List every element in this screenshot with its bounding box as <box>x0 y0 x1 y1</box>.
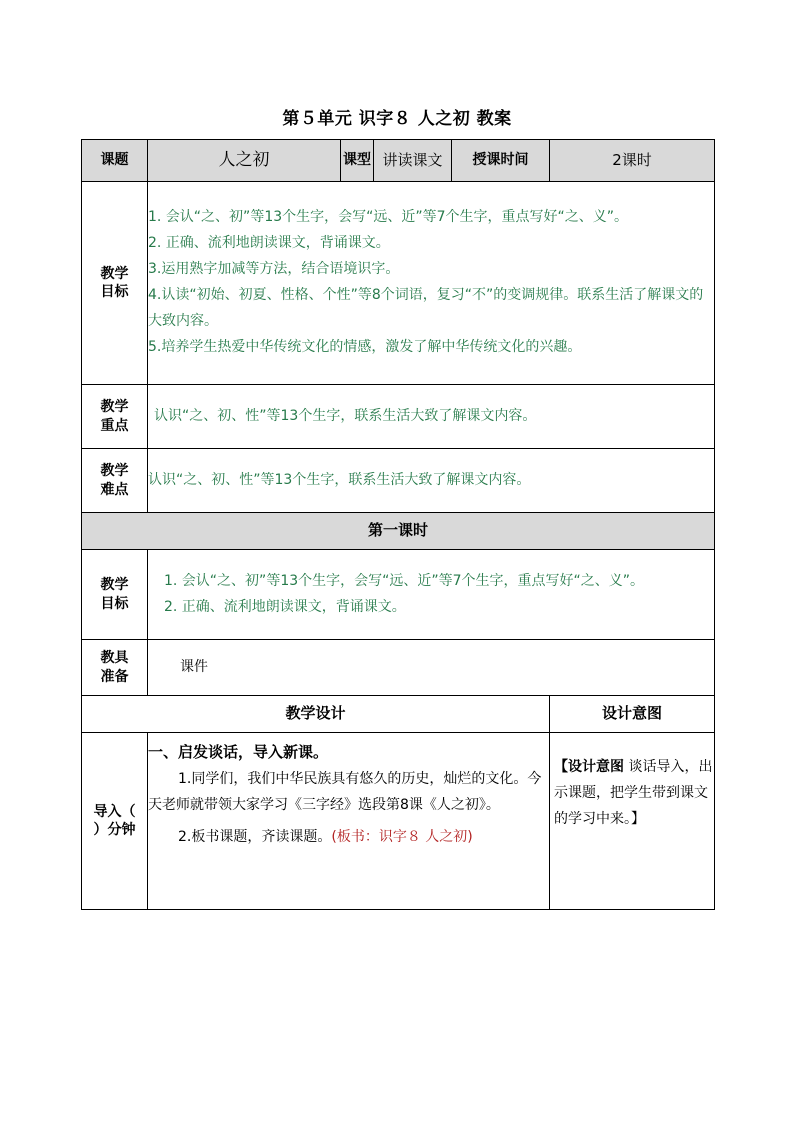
intent-content <box>550 733 715 910</box>
page-title: 第５单元 识字８ 人之初 教案 <box>282 109 512 129</box>
prep-label: 教具准备 <box>82 640 148 696</box>
period-goals-content <box>148 550 715 640</box>
type-value: 讲读课文 <box>374 140 452 182</box>
goals-content <box>148 182 715 385</box>
goals-label: 教学目标 <box>82 182 148 385</box>
prep-row <box>82 640 715 696</box>
first-period-row <box>82 513 715 550</box>
intro-label: 导入（ ）分钟 <box>82 733 148 910</box>
intent-body: 谈话导入，出示课题，把学生带到课文的学习中来。】 <box>554 759 713 827</box>
design-header-row <box>82 696 715 733</box>
design-col-header: 教学设计 <box>82 696 550 733</box>
type-label: 课型 <box>341 140 374 182</box>
period-goal-item: 1. 会认“之、初”等13个生字，会写“远、近”等7个生字，重点写好“之、义”。 <box>164 572 645 589</box>
difficulties-label: 教学难点 <box>82 449 148 513</box>
header-row <box>82 140 715 182</box>
lesson-plan-table <box>81 139 715 910</box>
lesson-value: 人之初 <box>148 140 341 182</box>
intent-col-header: 设计意图 <box>550 696 715 733</box>
period-goals-label: 教学目标 <box>82 550 148 640</box>
section-title: 一、启发谈话，导入新课。 <box>148 743 329 761</box>
period-goals-row <box>82 550 715 640</box>
blackboard-note: (板书：识字８ 人之初) <box>331 828 473 845</box>
goals-row <box>82 182 715 385</box>
time-label: 授课时间 <box>452 140 550 182</box>
first-period-heading: 第一课时 <box>82 513 715 550</box>
goal-item: 3.运用熟字加减等方法，结合语境识字。 <box>148 261 400 278</box>
difficulties-text: 认识“之、初、性”等13个生字，联系生活大致了解课文内容。 <box>148 449 715 513</box>
time-value: 2课时 <box>550 140 715 182</box>
period-goal-item: 2. 正确、流利地朗读课文，背诵课文。 <box>164 598 406 615</box>
intro-row <box>82 733 715 910</box>
key-points-row <box>82 385 715 449</box>
lesson-label: 课题 <box>82 140 148 182</box>
intro-content <box>148 733 550 910</box>
goal-item: 4.认读“初始、初夏、性格、个性”等8个词语，复习“不”的变调规律。联系生活了解课文的大致内容。 <box>148 287 704 329</box>
paragraph2-main: 2.板书课题，齐读课题。 <box>178 828 332 845</box>
intent-head: 【设计意图 <box>554 759 624 775</box>
intent-text <box>554 755 714 833</box>
goal-item: 2. 正确、流利地朗读课文，背诵课文。 <box>148 235 390 252</box>
intro-paragraph-2 <box>148 825 547 851</box>
difficulties-row <box>82 449 715 513</box>
intro-paragraph: 1.同学们，我们中华民族具有悠久的历史，灿烂的文化。今天老师就带领大家学习《三字经》选段第8课《人之初》。 <box>148 770 542 813</box>
key-points-text: 认识“之、初、性”等13个生字，联系生活大致了解课文内容。 <box>148 385 715 449</box>
goal-item: 5.培养学生热爱中华传统文化的情感，激发了解中华传统文化的兴趣。 <box>148 338 582 355</box>
prep-value: 课件 <box>148 640 715 696</box>
key-points-label: 教学重点 <box>82 385 148 449</box>
goal-item: 1. 会认“之、初”等13个生字，会写“远、近”等7个生字，重点写好“之、义”。 <box>148 209 629 226</box>
